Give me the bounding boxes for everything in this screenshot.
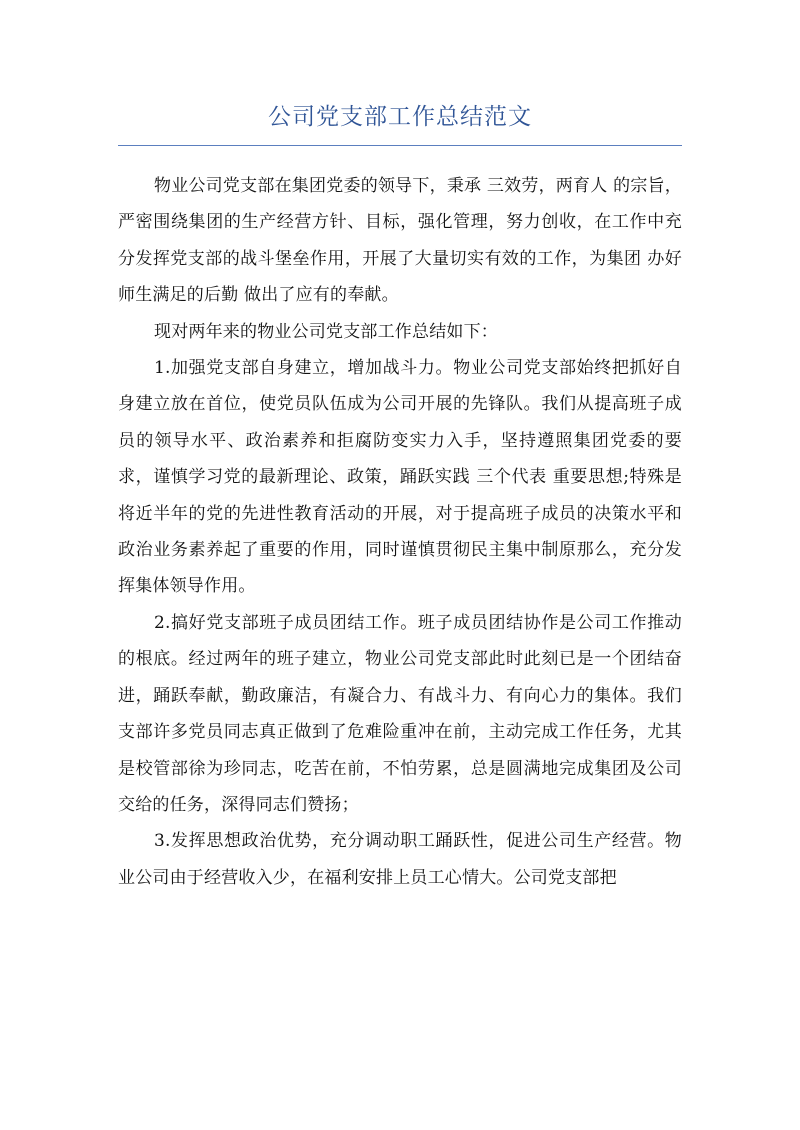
document-title: 公司党支部工作总结范文 [268, 104, 532, 130]
paragraph-intro: 物业公司党支部在集团党委的领导下，秉承 三效劳，两育人 的宗旨，严密围绕集团的生产经营方针、目标，强化管理，努力创收，在工作中充分发挥党支部的战斗堡垒作用，开展了大量切实有效的工作，为集团 办好师生满足的后勤 做出了应有的奉献。 [118, 176, 682, 306]
paragraph-item-2: 2.搞好党支部班子成员团结工作。班子成员团结协作是公司工作推动的根底。经过两年的班子建立，物业公司党支部此时此刻已是一个团结奋进，踊跃奉献，勤政廉洁，有凝合力、有战斗力、有向心力的集体。我们支部许多党员同志真正做到了危难险重冲在前，主动完成工作任务，尤其是校管部徐为珍同志，吃苦在前，不怕劳累，总是圆满地完成集团及公司交给的任务，深得同志们赞扬； [118, 612, 682, 815]
document-body [118, 168, 682, 896]
paragraph-item-1: 1.加强党支部自身建立，增加战斗力。物业公司党支部始终把抓好自身建立放在首位，使党员队伍成为公司开展的先锋队。我们从提高班子成员的领导水平、政治素养和拒腐防变实力入手，坚持遵照集团党委的要求，谨慎学习党的最新理论、政策，踊跃实践 三个代表 重要思想;特殊是将近半年的党的先进性教育活动的开展，对于提高班子成员的决策水平和政治业务素养起了重要的作用，同时谨慎贯彻民主集中制原那么，充分发挥集体领导作用。 [118, 358, 682, 597]
title-underline [118, 145, 682, 146]
paragraph-item-3: 3.发挥思想政治优势，充分调动职工踊跃性，促进公司生产经营。物业公司由于经营收入少，在福利安排上员工心情大。公司党支部把 [118, 831, 682, 888]
paragraph-summary-lead: 现对两年来的物业公司党支部工作总结如下： [154, 321, 498, 342]
